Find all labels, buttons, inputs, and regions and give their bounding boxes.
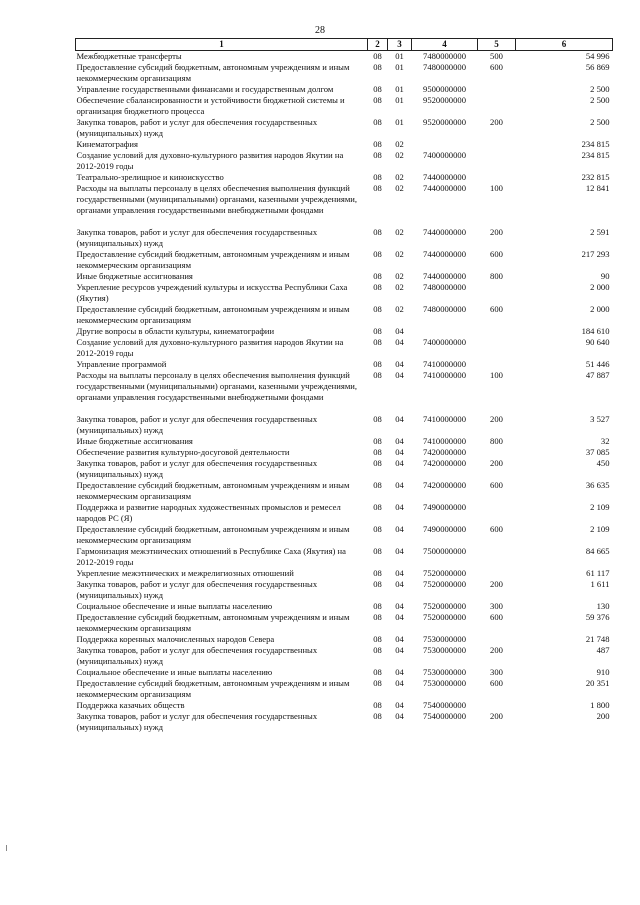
cell-name: Закупка товаров, работ и услуг для обеспечения государственных (муниципальных) нужд (76, 227, 318, 248)
cell-section: 08 (373, 601, 382, 611)
cell-expense-type: 800 (490, 436, 503, 446)
spacer-row (76, 216, 613, 227)
table-row (76, 304, 613, 326)
cell-section: 08 (373, 700, 382, 710)
table-row (76, 502, 613, 524)
cell-expense-type (478, 337, 516, 359)
cell-expense-type: 200 (490, 117, 503, 127)
cell-expense-type (478, 447, 516, 458)
table-body (76, 51, 613, 734)
cell-target-article: 7440000000 (423, 271, 466, 281)
cell-expense-type: 300 (490, 667, 503, 677)
table-row (76, 568, 613, 579)
cell-section: 08 (373, 172, 382, 182)
cell-name: Кинематография (76, 139, 138, 149)
cell-subsection: 04 (395, 546, 404, 556)
cell-target-article: 7520000000 (423, 579, 466, 589)
cell-section: 08 (373, 271, 382, 281)
cell-target-article: 9520000000 (423, 95, 466, 105)
cell-expense-type: 600 (490, 480, 503, 490)
cell-target-article: 7440000000 (423, 249, 466, 259)
cell-name: Межбюджетные трансферты (76, 51, 182, 61)
cell-section: 08 (373, 447, 382, 457)
cell-name: Создание условий для духовно-культурного развития народов Якутии на 2012-2019 годы (76, 337, 344, 358)
cell-subsection: 04 (395, 700, 404, 710)
cell-section: 08 (373, 370, 382, 380)
table-row (76, 95, 613, 117)
cell-section: 08 (373, 337, 382, 347)
cell-amount: 217 293 (581, 249, 610, 259)
table-row (76, 601, 613, 612)
cell-name: Поддержка и развитие народных художественных промыслов и ремесел народов РС (Я) (76, 502, 341, 523)
spacer-cell (76, 403, 613, 414)
cell-amount: 84 665 (585, 546, 610, 556)
cell-target-article: 7540000000 (423, 711, 466, 721)
cell-target-article: 7420000000 (423, 458, 466, 468)
table-row (76, 84, 613, 95)
cell-subsection: 04 (395, 436, 404, 446)
budget-table (75, 38, 613, 733)
cell-target-article: 7480000000 (423, 304, 466, 314)
cell-name: Предоставление субсидий бюджетным, автономным учреждениям и иным некоммерческим организациям (76, 62, 350, 83)
table-row (76, 150, 613, 172)
cell-expense-type: 800 (490, 271, 503, 281)
cell-section: 08 (373, 524, 382, 534)
cell-expense-type (478, 95, 516, 117)
cell-name: Социальное обеспечение и иные выплаты населению (76, 667, 273, 677)
cell-amount: 2 591 (590, 227, 610, 237)
spacer-row (76, 403, 613, 414)
cell-section: 08 (373, 227, 382, 237)
cell-amount: 32 (600, 436, 610, 446)
cell-subsection: 02 (395, 304, 404, 314)
cell-subsection: 02 (395, 271, 404, 281)
cell-section: 08 (373, 249, 382, 259)
page-number: 28 (315, 25, 325, 36)
cell-target-article (412, 139, 478, 150)
cell-subsection: 04 (395, 414, 404, 424)
table-row (76, 414, 613, 436)
table-row (76, 62, 613, 84)
cell-amount: 234 815 (581, 139, 610, 149)
cell-expense-type (478, 139, 516, 150)
cell-amount: 910 (596, 667, 610, 677)
table-row (76, 678, 613, 700)
cell-subsection: 04 (395, 359, 404, 369)
table-row (76, 117, 613, 139)
cell-expense-type: 200 (490, 458, 503, 468)
cell-section: 08 (373, 612, 382, 622)
cell-amount: 51 446 (585, 359, 610, 369)
cell-subsection: 04 (395, 711, 404, 721)
header-col-4: 4 (412, 39, 478, 51)
cell-name: Иные бюджетные ассигнования (76, 436, 193, 446)
cell-name: Расходы на выплаты персоналу в целях обеспечения выполнения функций государственными (муниципальными) органами, казенными учреждениями, органами управления государственными внебюджетными фондами (76, 370, 358, 402)
cell-subsection: 04 (395, 645, 404, 655)
cell-name: Расходы на выплаты персоналу в целях обеспечения выполнения функций государственными (муниципальными) органами, казенными учреждениями, органами управления государственными внебюджетными фондами (76, 183, 358, 215)
cell-name: Предоставление субсидий бюджетным, автономным учреждениям и иным некоммерческим организациям (76, 612, 350, 633)
table-row (76, 700, 613, 711)
cell-expense-type: 300 (490, 601, 503, 611)
cell-subsection: 04 (395, 502, 404, 512)
cell-subsection: 04 (395, 326, 404, 336)
cell-name: Социальное обеспечение и иные выплаты населению (76, 601, 273, 611)
cell-name: Закупка товаров, работ и услуг для обеспечения государственных (муниципальных) нужд (76, 458, 318, 479)
cell-target-article: 7440000000 (423, 227, 466, 237)
cell-subsection: 04 (395, 667, 404, 677)
cell-amount: 2 109 (590, 524, 610, 534)
header-col-6: 6 (516, 39, 613, 51)
cell-target-article: 7530000000 (423, 667, 466, 677)
cell-amount: 54 996 (585, 51, 610, 61)
cell-expense-type: 600 (490, 678, 503, 688)
cell-amount: 1 611 (590, 579, 610, 589)
cell-amount: 232 815 (581, 172, 610, 182)
cell-subsection: 02 (395, 282, 404, 292)
cell-section: 08 (373, 150, 382, 160)
cell-subsection: 02 (395, 172, 404, 182)
cell-name: Укрепление ресурсов учреждений культуры и искусства Республики Саха (Якутия) (76, 282, 348, 303)
cell-name: Обеспечение сбалансированности и устойчивости бюджетной системы и организация бюджетного процесса (76, 95, 345, 116)
table-row (76, 249, 613, 271)
header-col-5: 5 (478, 39, 516, 51)
cell-subsection: 02 (395, 249, 404, 259)
table-row (76, 282, 613, 304)
cell-section: 08 (373, 304, 382, 314)
cell-target-article: 7530000000 (423, 678, 466, 688)
cell-expense-type (478, 700, 516, 711)
cell-subsection: 02 (395, 150, 404, 160)
table-row (76, 546, 613, 568)
cell-expense-type (478, 546, 516, 568)
cell-amount: 61 117 (586, 568, 610, 578)
cell-expense-type (478, 150, 516, 172)
table-header (76, 39, 613, 51)
cell-section: 08 (373, 139, 382, 149)
cell-expense-type (478, 634, 516, 645)
cell-name: Закупка товаров, работ и услуг для обеспечения государственных (муниципальных) нужд (76, 711, 318, 732)
cell-name: Предоставление субсидий бюджетным, автономным учреждениям и иным некоммерческим организациям (76, 249, 350, 270)
cell-amount: 487 (596, 645, 610, 655)
header-row (76, 39, 613, 51)
cell-section: 08 (373, 436, 382, 446)
cell-amount: 21 748 (585, 634, 610, 644)
cell-target-article: 7480000000 (423, 282, 466, 292)
table-row (76, 458, 613, 480)
cell-name: Поддержка казачьих обществ (76, 700, 185, 710)
cell-target-article: 7400000000 (423, 337, 466, 347)
table-row (76, 579, 613, 601)
cell-expense-type: 200 (490, 414, 503, 424)
cell-expense-type: 600 (490, 249, 503, 259)
cell-name: Обеспечение развития культурно-досуговой деятельности (76, 447, 290, 457)
cell-subsection: 04 (395, 337, 404, 347)
cell-name: Закупка товаров, работ и услуг для обеспечения государственных (муниципальных) нужд (76, 117, 318, 138)
cell-target-article: 7520000000 (423, 612, 466, 622)
cell-target-article: 7480000000 (423, 51, 466, 61)
cell-subsection: 02 (395, 227, 404, 237)
cell-target-article (412, 326, 478, 337)
table-row (76, 359, 613, 370)
cell-expense-type: 600 (490, 304, 503, 314)
cell-amount: 2 000 (590, 304, 610, 314)
cell-name: Поддержка коренных малочисленных народов Севера (76, 634, 275, 644)
cell-target-article: 7410000000 (423, 414, 466, 424)
cell-amount: 37 085 (585, 447, 610, 457)
cell-expense-type: 100 (490, 370, 503, 380)
margin-mark (6, 845, 7, 851)
cell-section: 08 (373, 634, 382, 644)
cell-name: Иные бюджетные ассигнования (76, 271, 193, 281)
cell-name: Закупка товаров, работ и услуг для обеспечения государственных (муниципальных) нужд (76, 645, 318, 666)
cell-subsection: 01 (395, 62, 404, 72)
cell-section: 08 (373, 645, 382, 655)
cell-name: Предоставление субсидий бюджетным, автономным учреждениям и иным некоммерческим организациям (76, 524, 350, 545)
cell-section: 08 (373, 568, 382, 578)
cell-amount: 56 869 (585, 62, 610, 72)
cell-section: 08 (373, 667, 382, 677)
cell-amount: 184 610 (581, 326, 610, 336)
cell-subsection: 04 (395, 579, 404, 589)
cell-name: Предоставление субсидий бюджетным, автономным учреждениям и иным некоммерческим организациям (76, 480, 350, 501)
cell-amount: 90 640 (585, 337, 610, 347)
header-col-1: 1 (76, 39, 368, 51)
cell-name: Закупка товаров, работ и услуг для обеспечения государственных (муниципальных) нужд (76, 414, 318, 435)
cell-target-article: 7440000000 (423, 183, 466, 193)
cell-subsection: 01 (395, 84, 404, 94)
cell-amount: 234 815 (581, 150, 610, 160)
cell-name: Управление программой (76, 359, 167, 369)
cell-name: Гармонизация межэтнических отношений в Республике Саха (Якутия) на 2012-2019 годы (76, 546, 346, 567)
cell-section: 08 (373, 414, 382, 424)
cell-name: Театрально-зрелищное и киноискусство (76, 172, 224, 182)
table-row (76, 447, 613, 458)
table-row (76, 667, 613, 678)
header-col-2: 2 (368, 39, 388, 51)
cell-section: 08 (373, 579, 382, 589)
cell-target-article: 7490000000 (423, 502, 466, 512)
cell-amount: 12 841 (585, 183, 610, 193)
cell-name: Предоставление субсидий бюджетным, автономным учреждениям и иным некоммерческим организациям (76, 678, 350, 699)
cell-target-article: 7520000000 (423, 568, 466, 578)
cell-section: 08 (373, 183, 382, 193)
cell-target-article: 7410000000 (423, 436, 466, 446)
cell-section: 08 (373, 502, 382, 512)
cell-section: 08 (373, 546, 382, 556)
header-col-3: 3 (388, 39, 412, 51)
cell-amount: 1 800 (590, 700, 610, 710)
cell-amount: 3 527 (590, 414, 610, 424)
cell-subsection: 01 (395, 51, 404, 61)
cell-target-article: 7540000000 (423, 700, 466, 710)
cell-target-article: 7440000000 (423, 172, 466, 182)
table-row (76, 711, 613, 733)
cell-subsection: 04 (395, 612, 404, 622)
cell-amount: 2 500 (590, 84, 610, 94)
table-row (76, 326, 613, 337)
cell-expense-type: 200 (490, 579, 503, 589)
cell-target-article: 7480000000 (423, 62, 466, 72)
cell-expense-type: 600 (490, 524, 503, 534)
cell-name: Создание условий для духовно-культурного развития народов Якутии на 2012-2019 годы (76, 150, 344, 171)
cell-subsection: 04 (395, 370, 404, 380)
cell-subsection: 04 (395, 480, 404, 490)
cell-target-article: 7490000000 (423, 524, 466, 534)
cell-expense-type (478, 502, 516, 524)
cell-target-article: 7530000000 (423, 645, 466, 655)
cell-section: 08 (373, 678, 382, 688)
table-row (76, 645, 613, 667)
cell-target-article: 7420000000 (423, 480, 466, 490)
cell-amount: 2 500 (590, 95, 610, 105)
cell-amount: 130 (596, 601, 610, 611)
table-row (76, 612, 613, 634)
table-row (76, 51, 613, 63)
cell-target-article: 7500000000 (423, 546, 466, 556)
cell-expense-type (478, 172, 516, 183)
cell-expense-type: 200 (490, 711, 503, 721)
cell-subsection: 01 (395, 95, 404, 105)
cell-name: Предоставление субсидий бюджетным, автономным учреждениям и иным некоммерческим организациям (76, 304, 350, 325)
cell-section: 08 (373, 62, 382, 72)
cell-section: 08 (373, 95, 382, 105)
table-row (76, 183, 613, 216)
cell-expense-type: 200 (490, 227, 503, 237)
cell-subsection: 04 (395, 458, 404, 468)
cell-target-article: 7410000000 (423, 359, 466, 369)
cell-subsection: 02 (395, 139, 404, 149)
cell-section: 08 (373, 359, 382, 369)
cell-target-article: 9520000000 (423, 117, 466, 127)
cell-section: 08 (373, 282, 382, 292)
cell-amount: 2 000 (590, 282, 610, 292)
cell-amount: 47 887 (585, 370, 610, 380)
table-row (76, 337, 613, 359)
cell-expense-type: 600 (490, 62, 503, 72)
cell-subsection: 01 (395, 117, 404, 127)
cell-subsection: 02 (395, 183, 404, 193)
cell-amount: 450 (596, 458, 610, 468)
cell-subsection: 04 (395, 568, 404, 578)
cell-expense-type (478, 359, 516, 370)
table-row (76, 172, 613, 183)
table-row (76, 139, 613, 150)
table-row (76, 227, 613, 249)
cell-amount: 200 (596, 711, 610, 721)
table-row (76, 480, 613, 502)
cell-expense-type (478, 326, 516, 337)
cell-amount: 90 (600, 271, 610, 281)
table-row (76, 271, 613, 282)
table-row (76, 436, 613, 447)
table-row (76, 524, 613, 546)
cell-expense-type (478, 84, 516, 95)
cell-target-article: 7520000000 (423, 601, 466, 611)
cell-expense-type (478, 568, 516, 579)
cell-amount: 2 109 (590, 502, 610, 512)
cell-section: 08 (373, 51, 382, 61)
cell-subsection: 04 (395, 678, 404, 688)
cell-target-article: 7530000000 (423, 634, 466, 644)
cell-subsection: 04 (395, 601, 404, 611)
cell-section: 08 (373, 84, 382, 94)
cell-subsection: 04 (395, 634, 404, 644)
cell-target-article: 9500000000 (423, 84, 466, 94)
cell-section: 08 (373, 458, 382, 468)
cell-subsection: 04 (395, 524, 404, 534)
cell-section: 08 (373, 117, 382, 127)
cell-section: 08 (373, 326, 382, 336)
cell-target-article: 7400000000 (423, 150, 466, 160)
cell-expense-type (478, 282, 516, 304)
cell-amount: 59 376 (585, 612, 610, 622)
cell-target-article: 7420000000 (423, 447, 466, 457)
cell-name: Закупка товаров, работ и услуг для обеспечения государственных (муниципальных) нужд (76, 579, 318, 600)
cell-amount: 2 500 (590, 117, 610, 127)
cell-name: Укрепление межэтнических и межрелигиозных отношений (76, 568, 294, 578)
cell-expense-type: 500 (490, 51, 503, 61)
cell-name: Управление государственными финансами и государственным долгом (76, 84, 334, 94)
cell-amount: 20 351 (585, 678, 610, 688)
table-row (76, 634, 613, 645)
cell-amount: 36 635 (585, 480, 610, 490)
cell-subsection: 04 (395, 447, 404, 457)
cell-expense-type: 600 (490, 612, 503, 622)
cell-expense-type: 200 (490, 645, 503, 655)
spacer-cell (76, 216, 613, 227)
cell-section: 08 (373, 711, 382, 721)
cell-name: Другие вопросы в области культуры, кинематографии (76, 326, 275, 336)
cell-expense-type: 100 (490, 183, 503, 193)
cell-target-article: 7410000000 (423, 370, 466, 380)
cell-section: 08 (373, 480, 382, 490)
table-row (76, 370, 613, 403)
